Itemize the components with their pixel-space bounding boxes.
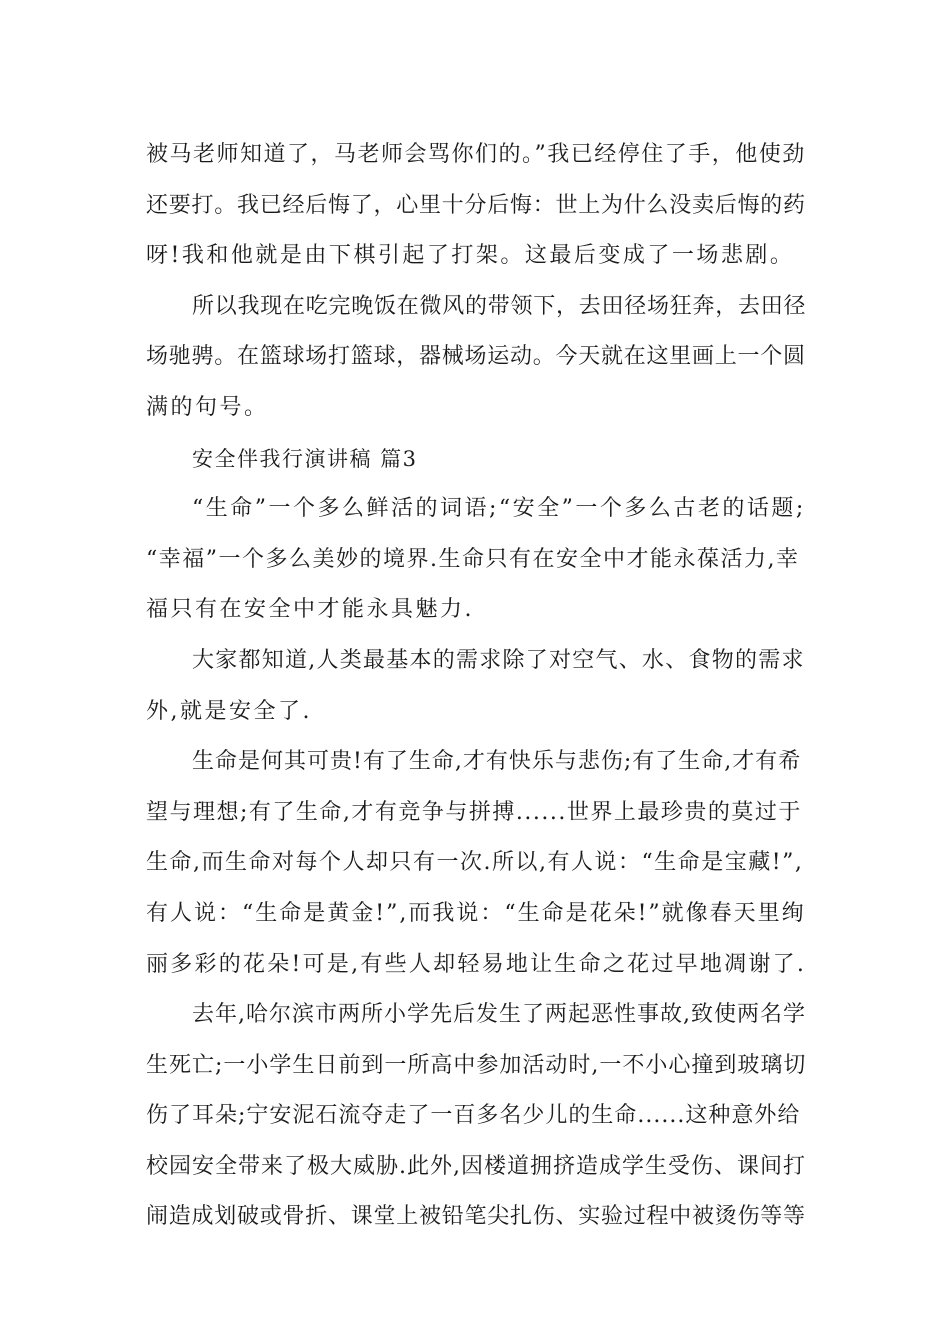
text-line: 所以我现在吃完晚饭在微风的带领下，去田径场狂奔，去田径 [192, 293, 807, 319]
text-line: 校园安全带来了极大威胁.此外,因楼道拥挤造成学生受伤、课间打 [146, 1153, 806, 1179]
text-line: “幸福”一个多么美妙的境界.生命只有在安全中才能永葆活力,幸 [146, 546, 800, 572]
paragraph-6 [146, 990, 806, 1243]
text-line: 满的句号。 [146, 394, 269, 420]
text-line: 闹造成划破或骨折、课堂上被铅笔尖扎伤、实验过程中被烫伤等等 [146, 1204, 806, 1230]
text-line: 生死亡;一小学生日前到一所高中参加活动时,一不小心撞到玻璃切 [146, 1052, 807, 1078]
text-line: 呀!我和他就是由下棋引起了打架。这最后变成了一场悲剧。 [146, 243, 795, 269]
text-line: 外,就是安全了. [146, 698, 312, 724]
text-line: 场驰骋。在篮球场打篮球，器械场运动。今天就在这里画上一个圆 [146, 344, 806, 370]
paragraph-1 [146, 130, 806, 282]
text-line: 被马老师知道了，马老师会骂你们的。”我已经停住了手，他使劲 [146, 142, 806, 167]
text-line: 大家都知道,人类最基本的需求除了对空气、水、食物的需求 [192, 647, 805, 673]
paragraph-5 [146, 737, 806, 990]
text-line: 去年,哈尔滨市两所小学先后发生了两起恶性事故,致使两名学 [192, 1002, 806, 1028]
text-line: 丽多彩的花朵!可是,有些人却轻易地让生命之花过早地凋谢了. [146, 951, 807, 977]
paragraph-4 [146, 636, 806, 737]
text-line: 生命,而生命对每个人却只有一次.所以,有人说：“生命是宝藏!”, [146, 850, 804, 876]
text-line: 伤了耳朵;宁安泥石流夺走了一百多名少儿的生命......这种意外给 [146, 1103, 801, 1129]
section-heading: 安全伴我行演讲稿 篇3 [192, 446, 418, 471]
text-line: 望与理想;有了生命,才有竞争与拼搏......世界上最珍贵的莫过于 [146, 799, 802, 825]
paragraph-3 [146, 484, 806, 636]
text-line: 福只有在安全中才能永具魅力. [146, 597, 474, 623]
text-line: 生命是何其可贵!有了生命,才有快乐与悲伤;有了生命,才有希 [192, 749, 802, 775]
text-line: 还要打。我已经后悔了，心里十分后悔：世上为什么没卖后悔的药 [146, 192, 806, 218]
document-body [146, 130, 806, 1243]
text-line: “生命”一个多么鲜活的词语;“安全”一个多么古老的话题; [192, 496, 806, 522]
text-line: 有人说：“生命是黄金!”,而我说：“生命是花朵!”就像春天里绚 [146, 900, 806, 926]
paragraph-2 [146, 282, 806, 434]
